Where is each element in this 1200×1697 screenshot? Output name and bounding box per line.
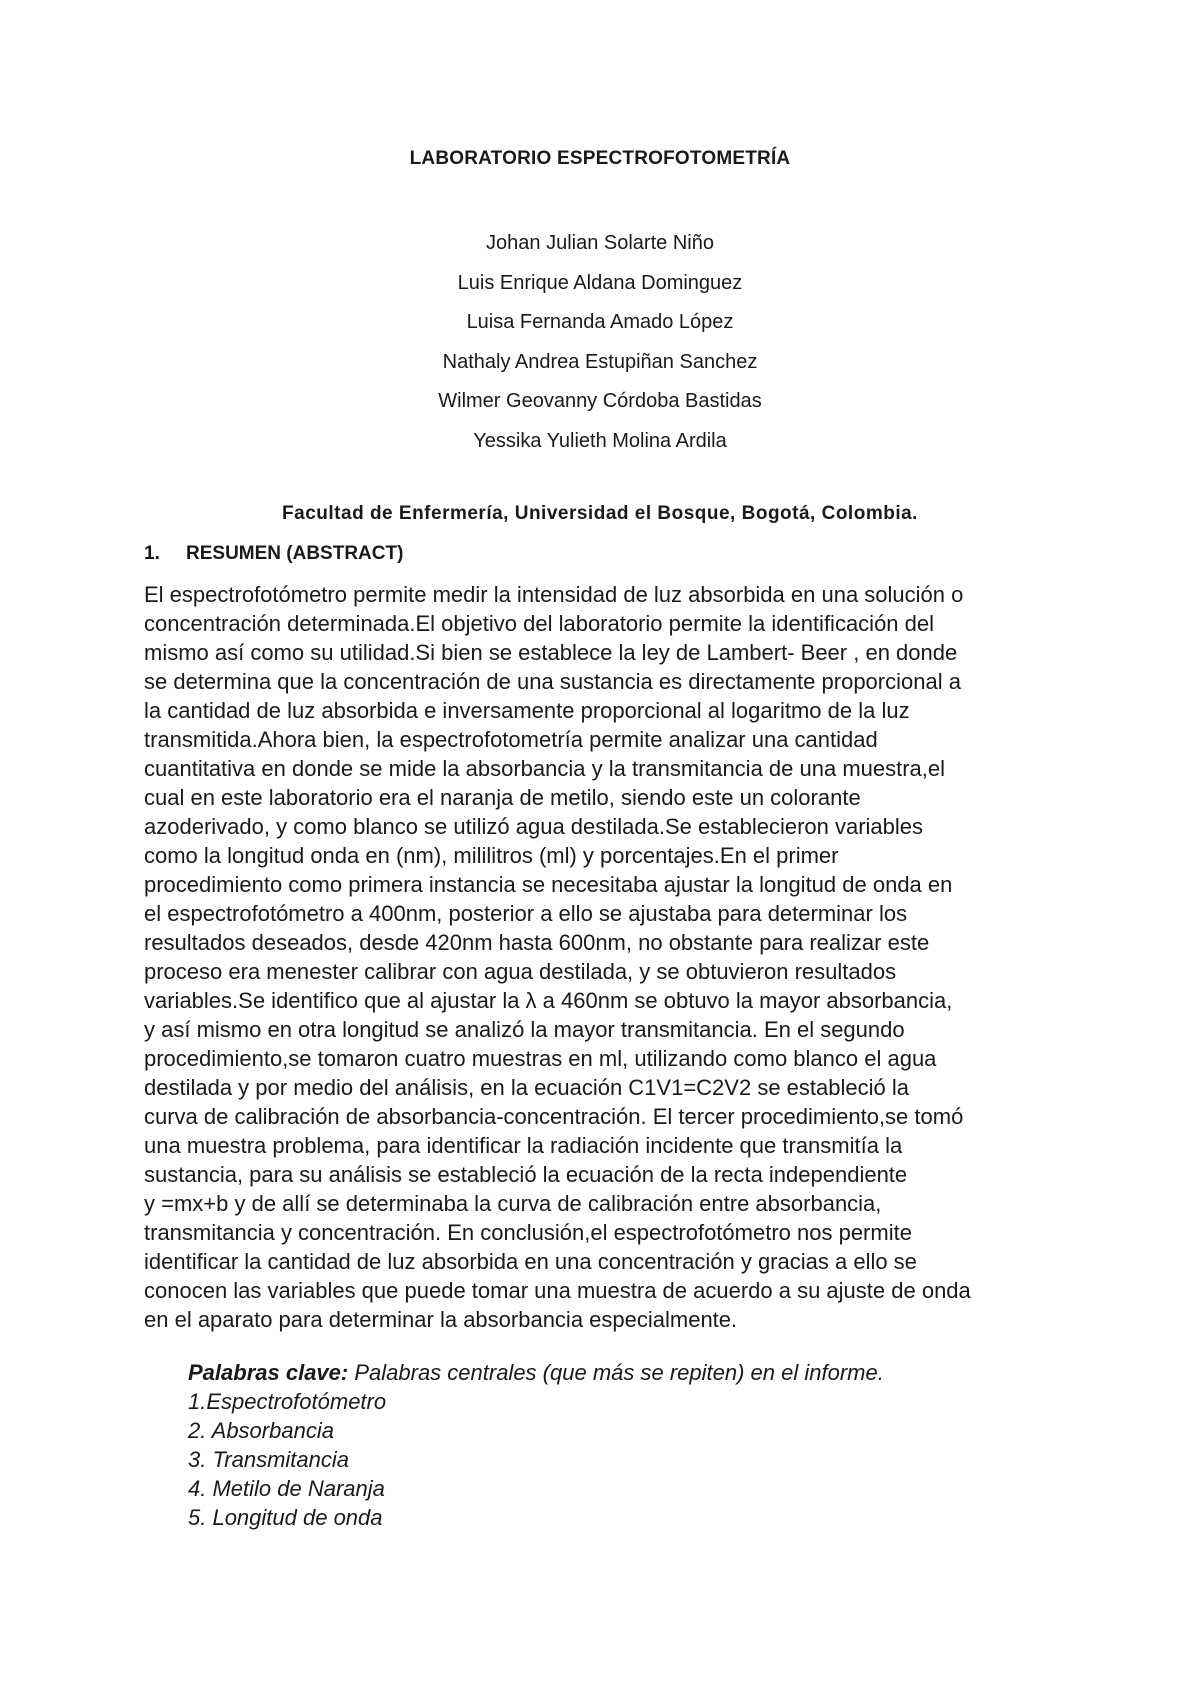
abstract-line: curva de calibración de absorbancia-concentración. El tercer procedimiento,se tomó	[144, 1104, 964, 1129]
section-title: RESUMEN (ABSTRACT)	[186, 543, 404, 564]
abstract-paragraph	[144, 580, 1064, 1334]
abstract-line: transmitida.Ahora bien, la espectrofotometría permite analizar una cantidad	[144, 727, 878, 752]
affiliation: Facultad de Enfermería, Universidad el Bosque, Bogotá, Colombia.	[282, 503, 918, 524]
abstract-line: El espectrofotómetro permite medir la intensidad de luz absorbida en una solución o	[144, 582, 964, 607]
abstract-line: procedimiento como primera instancia se necesitaba ajustar la longitud de onda en	[144, 872, 953, 897]
abstract-line: mismo así como su utilidad.Si bien se establece la ley de Lambert- Beer , en donde	[144, 640, 958, 665]
keyword-item: 3. Transmitancia	[188, 1447, 349, 1472]
author-name: Johan Julian Solarte Niño	[486, 232, 714, 254]
abstract-line: sustancia, para su análisis se estableció la ecuación de la recta independiente	[144, 1162, 908, 1187]
abstract-line: identificar la cantidad de luz absorbida en una concentración y gracias a ello se	[144, 1249, 917, 1274]
author-name: Nathaly Andrea Estupiñan Sanchez	[442, 350, 758, 373]
abstract-line: conocen las variables que puede tomar una muestra de acuerdo a su ajuste de onda	[144, 1278, 971, 1303]
keywords-description: Palabras centrales (que más se repiten) en el informe.	[348, 1360, 884, 1385]
keyword-item: 1.Espectrofotómetro	[188, 1389, 387, 1414]
abstract-line: cuantitativa en donde se mide la absorbancia y la transmitancia de una muestra,el	[144, 756, 946, 781]
abstract-line: como la longitud onda en (nm), mililitros (ml) y porcentajes.En el primer	[144, 843, 839, 868]
section-heading	[144, 543, 403, 565]
keyword-item: 4. Metilo de Naranja	[188, 1476, 385, 1501]
document-title: LABORATORIO ESPECTROFOTOMETRÍA	[409, 148, 791, 169]
keyword-item: 5. Longitud de onda	[188, 1505, 383, 1530]
abstract-line: la cantidad de luz absorbida e inversamente proporcional al logaritmo de la luz	[144, 698, 910, 723]
abstract-line: y así mismo en otra longitud se analizó la mayor transmitancia. En el segundo	[144, 1017, 905, 1042]
abstract-line: destilada y por medio del análisis, en la ecuación C1V1=C2V2 se estableció la	[144, 1075, 909, 1100]
abstract-line: proceso era menester calibrar con agua destilada, y se obtuvieron resultados	[144, 959, 897, 984]
abstract-line: en el aparato para determinar la absorbancia especialmente.	[144, 1307, 738, 1332]
abstract-line: una muestra problema, para identificar la radiación incidente que transmitía la	[144, 1133, 903, 1158]
abstract-line: transmitancia y concentración. En conclusión,el espectrofotómetro nos permite	[144, 1220, 912, 1245]
abstract-line: resultados deseados, desde 420nm hasta 600nm, no obstante para realizar este	[144, 930, 930, 955]
abstract-line: procedimiento,se tomaron cuatro muestras en ml, utilizando como blanco el agua	[144, 1046, 937, 1071]
keywords-header	[188, 1358, 1048, 1387]
abstract-line: variables.Se identifico que al ajustar la λ a 460nm se obtuvo la mayor absorbancia,	[144, 988, 953, 1013]
author-name: Luisa Fernanda Amado López	[466, 311, 734, 333]
abstract-line: y =mx+b y de allí se determinaba la curva de calibración entre absorbancia,	[144, 1191, 882, 1216]
keywords-label: Palabras clave:	[188, 1360, 349, 1385]
keyword-item: 2. Absorbancia	[188, 1418, 334, 1443]
abstract-line: cual en este laboratorio era el naranja de metilo, siendo este un colorante	[144, 785, 861, 810]
abstract-line: se determina que la concentración de una sustancia es directamente proporcional a	[144, 669, 961, 694]
author-list	[0, 224, 1200, 461]
author-name: Luis Enrique Aldana Dominguez	[457, 271, 743, 294]
abstract-line: concentración determinada.El objetivo del laboratorio permite la identificación del	[144, 611, 935, 636]
keywords-block	[188, 1358, 1048, 1532]
author-name: Wilmer Geovanny Córdoba Bastidas	[438, 390, 762, 412]
abstract-line: el espectrofotómetro a 400nm, posterior a ello se ajustaba para determinar los	[144, 901, 908, 926]
abstract-line: azoderivado, y como blanco se utilizó agua destilada.Se establecieron variables	[144, 814, 924, 839]
author-name: Yessika Yulieth Molina Ardila	[473, 429, 727, 452]
section-number: 1.	[144, 543, 160, 564]
